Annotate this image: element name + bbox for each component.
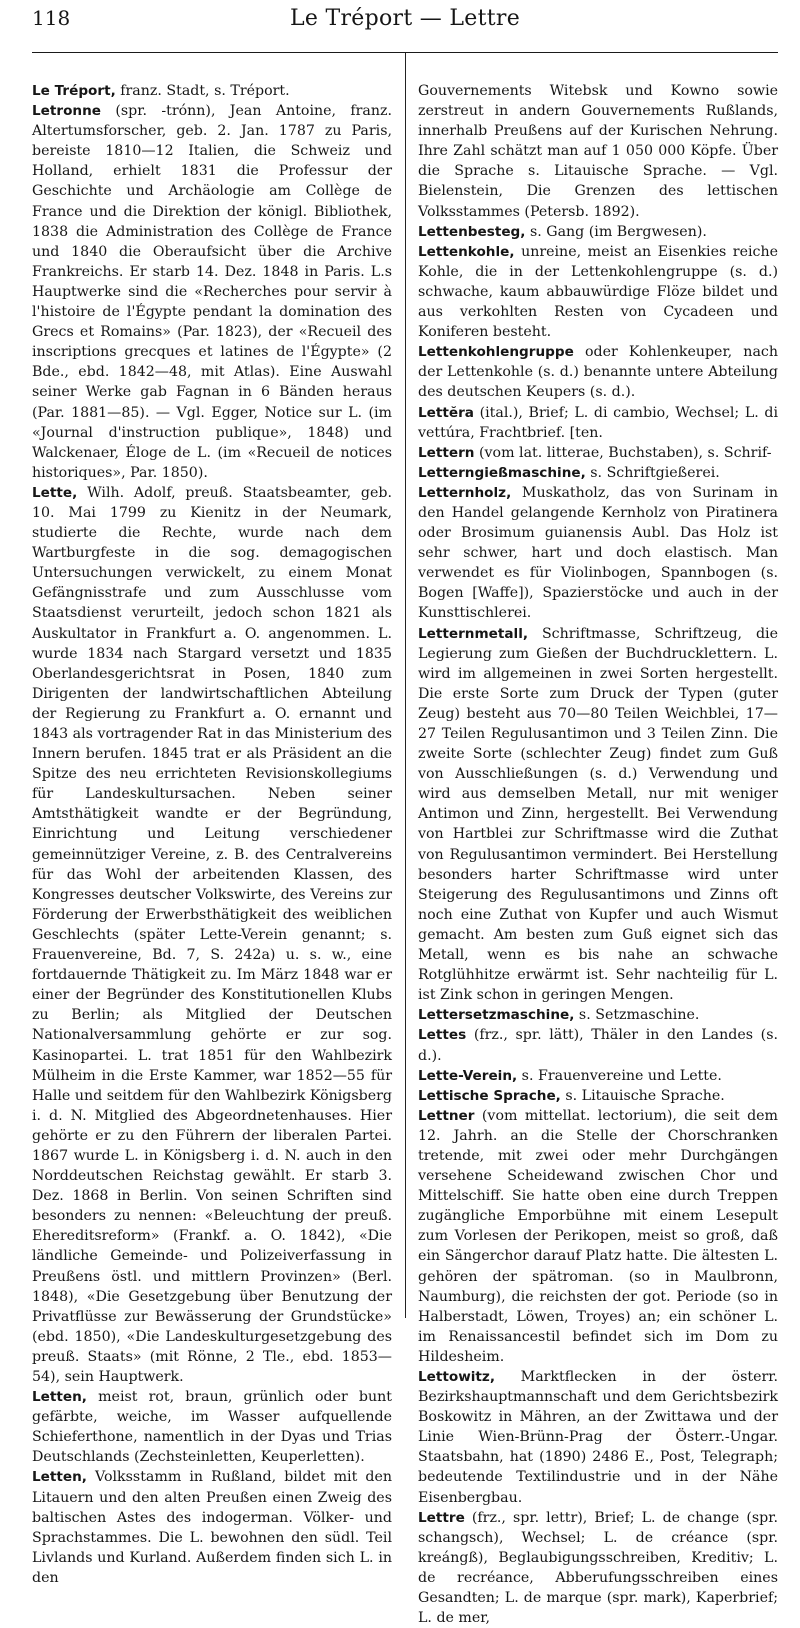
dictionary-entry xyxy=(418,443,778,463)
entry-text: s. Frauenvereine und Lette. xyxy=(517,1067,722,1084)
entry-headword: Lettowitz, xyxy=(418,1369,496,1385)
dictionary-entry xyxy=(418,81,778,222)
left-column xyxy=(32,81,392,1628)
dictionary-entry xyxy=(418,222,778,242)
dictionary-entry xyxy=(418,483,778,624)
entry-headword: Letten, xyxy=(32,1469,87,1486)
dictionary-entry xyxy=(32,1387,392,1467)
dictionary-entry xyxy=(418,624,778,1006)
entry-headword: Letterngießmaschine, xyxy=(418,464,586,481)
entry-text: (vom lat. litterae, Buchstaben), s. Schrif- xyxy=(474,444,772,461)
dictionary-entry xyxy=(418,403,778,443)
entry-headword: Lettre xyxy=(418,1509,465,1526)
entry-headword: Lette, xyxy=(32,484,78,501)
entry-text: s. Setzmaschine. xyxy=(574,1007,700,1024)
entry-text: (vom mittellat. lectorium), die seit dem 12. Jahrh. an die Stelle der Chorschranken tretende, mit zwei oder mehr Durchgängen versehene Scheidewand zwischen Chor und Mittelschiff. Sie hatte oben eine durch Treppen zugängliche Emporbühne mit einem Lesepult zum Vorlesen der Perikopen, meist so groß, daß ein Sängerchor darauf Platz hatte. Die ältesten L. gehören der spätroman. (so in Maulbronn, Naumburg), die reichsten der got. Periode (so in Halberstadt, Löwen, Troyes) an; ein schöner L. im Renaissancestil befindet sich im Dom zu Hildesheim. xyxy=(418,1107,778,1365)
right-column xyxy=(418,81,778,1628)
entry-text: (ital.), Brief; L. di cambio, Wechsel; L. di vettúra, Frachtbrief. [ten. xyxy=(418,404,778,441)
entry-text: s. Schriftgießerei. xyxy=(585,464,720,481)
entry-text: (frz., spr. lettr), Brief; L. de change (spr. schangsch), Wechsel; L. de créance (spr. kreángß), Beglaubigungsschreiben, Kreditiv; L. de recréance, Abberufungsschreiben eines Gesandten; L. de marque (spr. mark), Kaperbrief; L. de mer, xyxy=(418,1509,778,1627)
entry-text: Schriftmasse, Schriftzeug, die Legierung zum Gießen der Buchdrucklettern. L. wird im allgemeinen in zwei Sorten hergestellt. Die erste Sorte zum Druck der Typen (guter Zeug) besteht aus 70—80 Teilen Weichblei, 17—27 Teilen Regulusantimon und 3 Teilen Zinn. Die zweite Sorte (schlechter Zeug) findet zum Guß von Ausschließungen (s. d.) Verwendung und wird aus demselben Metall, nur mit weniger Antimon und Zinn, hergestellt. Bei Verwendung von Hartblei zur Schriftmasse wird die Zuthat von Regulusantimon vermindert. Bei Herstellung besonders harter Schriftmasse wird unter Steigerung des Regulusantimons und Zinns oft noch eine Zuthat von Kupfer und auch Wismut gemacht. Am besten zum Guß eignet sich das Metall, wenn es bis nahe an schwache Rotglühhitze erwärmt ist. Sehr nachteilig für L. ist Zink schon in geringen Mengen. xyxy=(418,625,778,1004)
columns xyxy=(32,81,778,1628)
entry-headword: Lettern xyxy=(418,444,475,461)
dictionary-entry xyxy=(32,1467,392,1588)
entry-text: unreine, meist an Eisenkies reiche Kohle, die in der Lettenkohlengruppe (s. d.) schwache, kaum abbauwürdige Flöze bildet und aus verkohlten Resten von Cycadeen und Koniferen besteht. xyxy=(418,243,778,341)
entry-headword: Lettenbesteg, xyxy=(418,223,526,240)
entry-headword: Lettische Sprache, xyxy=(418,1087,561,1104)
page-number: 118 xyxy=(32,6,71,30)
dictionary-entry xyxy=(32,101,392,483)
dictionary-entry xyxy=(418,1367,778,1508)
dictionary-entry xyxy=(418,242,778,342)
dictionary-entry xyxy=(418,342,778,402)
column-divider xyxy=(405,53,406,1318)
entry-headword: Letten, xyxy=(32,1389,87,1406)
running-head: Le Tréport — Lettre xyxy=(289,6,521,31)
dictionary-entry xyxy=(418,1025,778,1065)
entry-text: s. Litauische Sprache. xyxy=(560,1087,725,1104)
entry-headword: Lettersetzmaschine, xyxy=(418,1007,575,1024)
dictionary-entry xyxy=(418,1086,778,1106)
entry-text: Wilh. Adolf, preuß. Staatsbeamter, geb. 10. Mai 1799 zu Kienitz in der Neumark, studierte die Rechte, wurde nach dem Wartburgfeste in die sog. demagogischen Untersuchungen verwickelt, zu einem Monat Gefängnisstrafe und zum Ausschlusse vom Staatsdienst verurteilt, jedoch schon 1821 als Auskultator in Frankfurt a. O. angenommen. L. wurde 1834 nach Stargard versetzt und 1835 Oberlandesgerichtsrat in Posen, 1840 zum Dirigenten der landwirtschaftlichen Abteilung der Regierung zu Frankfurt a. O. ernannt und 1843 als vortragender Rat in das Ministerium des Innern berufen. 1845 trat er als Präsident an die Spitze des neu errichteten Revisionskollegiums für Landeskultursachen. Neben seiner Amtsthätigkeit wandte er der Begründung, Einrichtung und Leitung verschiedener gemeinnütziger Vereine, z. B. des Centralvereins für das Wohl der arbeitenden Klassen, des Kongresses deutscher Volkswirte, des Vereins zur Förderung der Erwerbsthätigkeit des weiblichen Geschlechts (später Lette-Verein genannt; s. Frauenvereine, Bd. 7, S. 242a) u. s. w., eine fortdauernde Thätigkeit zu. Im März 1848 war er einer der Begründer des Konstitutionellen Klubs zu Berlin; als Mitglied der Deutschen Nationalversammlung gehörte er zur sog. Kasinopartei. L. trat 1851 für den Wahlbezirk Mülheim in die Erste Kammer, war 1852—55 für Halle und seitdem für den Wahlbezirk Königsberg i. d. N. Mitglied des Abgeordnetenhauses. Hier gehörte er zu den Führern der liberalen Partei. 1867 wurde L. in Königsberg i. d. N. auch in den Norddeutschen Reichstag gewählt. Er starb 3. Dez. 1868 in Berlin. Von seinen Schriften sind besonders zu nennen: «Beleuchtung der preuß. Ehereditsreform» (Frankf. a. O. 1842), «Die ländliche Gemeinde- und Polizeiverfassung in Preußens östl. und mittlern Provinzen» (Berl. 1848), «Die Gesetzgebung über Benutzung der Privatflüsse zur Bewässerung der Grundstücke» (ebd. 1850), «Die Landeskulturgesetzgebung des preuß. Staats» (mit Rönne, 2 Tle., ebd. 1853—54), sein Hauptwerk. xyxy=(32,484,392,1385)
entry-headword: Letronne xyxy=(32,103,101,120)
entry-headword: Lettenkohlengruppe xyxy=(418,344,574,361)
page-header xyxy=(32,6,778,53)
entry-text: (spr. -trónn), Jean Antoine, franz. Altertumsforscher, geb. 2. Jan. 1787 zu Paris, bereiste 1810—12 Italien, die Schweiz und Holland, erhielt 1831 die Professur der Geschichte und Archäologie am Collège de France und die Direktion der königl. Bibliothek, 1838 die Administration des Collège de France und 1840 die Oberaufsicht über die Archive Frankreichs. Er starb 14. Dez. 1848 in Paris. L.s Hauptwerke sind die «Recherches pour servir à l'histoire de l'Égypte pendant la domination des Grecs et Romains» (Par. 1823), der «Recueil des inscriptions grecques et latines de l'Égypte» (2 Bde., ebd. 1842—48, mit Atlas). Eine Auswahl seiner Werke gab Fagnan in 6 Bänden heraus (Par. 1881—85). — Vgl. Egger, Notice sur L. (im «Journal d'instruction publique», 1848) und Walckenaer, Éloge de L. (im «Recueil de notices historiques», Par. 1850). xyxy=(32,103,392,481)
dictionary-entry xyxy=(32,81,392,101)
entry-headword: Lettĕra xyxy=(418,404,474,421)
entry-text: franz. Stadt, s. Tréport. xyxy=(115,83,290,99)
entry-text: (frz., spr. lätt), Thäler in den Landes (s. d.). xyxy=(418,1027,778,1064)
entry-text: Marktflecken in der österr. Bezirkshauptmannschaft und dem Gerichtsbezirk Boskowitz in Mähren, an der Zwittawa und der Linie Wien-Brünn-Prag der Österr.-Ungar. Staatsbahn, hat (1890) 2486 E., Post, Telegraph; bedeutende Textilindustrie und in der Nähe Eisenbergbau. xyxy=(418,1369,778,1506)
entry-headword: Letternholz, xyxy=(418,484,512,501)
dictionary-entry xyxy=(32,483,392,1387)
entry-text: Volksstamm in Rußland, bildet mit den Litauern und den alten Preußen einen Zweig des baltischen Astes des indogerman. Völker- und Sprachstammes. Die L. bewohnen den südl. Teil Livlands und Kurland. Außerdem finden sich L. in den xyxy=(32,1469,392,1586)
entry-headword: Lette-Verein, xyxy=(418,1067,518,1084)
entry-headword: Lettenkohle, xyxy=(418,243,515,260)
dictionary-entry xyxy=(418,1106,778,1367)
entry-text: Gouvernements Witebsk und Kowno sowie zerstreut in andern Gouvernements Rußlands, innerhalb Preußens auf der Kurischen Nehrung. Ihre Zahl schätzt man auf 1 050 000 Köpfe. Über die Sprache s. Litauische Sprache. — Vgl. Bielenstein, Die Grenzen des lettischen Volksstammes (Petersb. 1892). xyxy=(418,83,778,220)
entry-headword: Lettes xyxy=(418,1027,467,1044)
entry-text: s. Gang (im Bergwesen). xyxy=(525,223,707,240)
entry-text: oder Kohlenkeuper, nach der Lettenkohle (s. d.) benannte untere Abteilung des deutschen Keupers (s. d.). xyxy=(418,344,778,401)
dictionary-entry xyxy=(418,1005,778,1025)
dictionary-entry xyxy=(418,1508,778,1628)
entry-text: meist rot, braun, grünlich oder bunt gefärbte, weiche, im Wasser aufquellende Schieferthone, namentlich in der Dyas und Trias Deutschlands (Zechsteinletten, Keuperletten). xyxy=(32,1389,392,1466)
entry-text: Muskatholz, das von Surinam in den Handel gelangende Kernholz von Piratinera oder Brosimum guianensis Aubl. Das Holz ist sehr schwer, hart und doch elastisch. Man verwendet es für Violinbogen, Spannbogen (s. Bogen [Waffe]), Spazierstöcke und auch in der Kunsttischlerei. xyxy=(418,484,778,622)
entry-headword: Lettner xyxy=(418,1107,475,1124)
entry-headword: Letternmetall, xyxy=(418,625,529,642)
entry-headword: Le Tréport, xyxy=(32,83,116,99)
dictionary-entry xyxy=(418,463,778,483)
dictionary-entry xyxy=(418,1066,778,1086)
